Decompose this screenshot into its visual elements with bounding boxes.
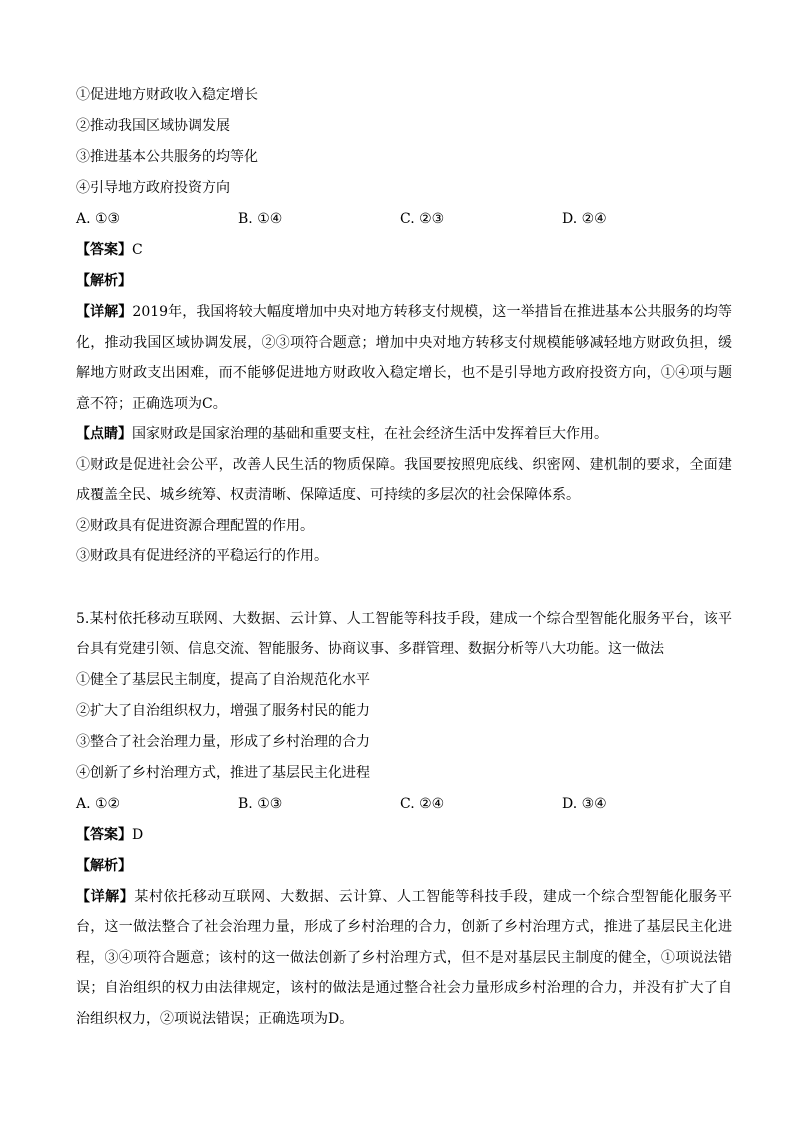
q5-choices xyxy=(76,789,732,820)
q5-statement-3: ③整合了社会治理力量，形成了乡村治理的合力 xyxy=(76,733,370,750)
q4-statement-4: ④引导地方政府投资方向 xyxy=(76,180,230,196)
q5-answer-value: D xyxy=(132,826,144,843)
q5-choice-c: C. ②④ xyxy=(400,795,445,812)
q5-choice-b: B. ①③ xyxy=(238,795,283,812)
q4-answer xyxy=(76,235,732,266)
q4-statement-2: ②推动我国区域协调发展 xyxy=(76,118,230,134)
q4-analysis-label: 【解析】 xyxy=(76,273,132,289)
q4-tip-label: 【点睛】 xyxy=(76,426,132,442)
q5-statement-4: ④创新了乡村治理方式，推进了基层民主化进程 xyxy=(76,764,370,781)
q4-detail-text: 2019年，我国将较大幅度增加中央对地方转移支付规模，这一举措旨在推进基本公共服务的均等化，推动我国区域协调发展，②③项符合题意；增加中央对地方转移支付规模能够减轻地方财政负担，缓解地方财政支出困难，而不能够促进地方财政收入稳定增长，也不是引导地方政府投资方向，①④项与题意不符；正确选项为C。 xyxy=(76,304,732,412)
q4-tip-text: 国家财政是国家治理的基础和重要支柱，在社会经济生活中发挥着巨大作用。 xyxy=(132,426,608,442)
q5-answer xyxy=(76,820,732,851)
q4-statement-3: ③推进基本公共服务的均等化 xyxy=(76,149,258,165)
q4-detail-label: 【详解】 xyxy=(76,304,133,320)
q5-detail xyxy=(76,882,732,1035)
q5-stem: 5.某村依托移动互联网、大数据、云计算、人工智能等科技手段，建成一个综合型智能化服务平台，该平台具有党建引领、信息交流、智能服务、协商议事、多群管理、数据分析等八大功能。这一做法 xyxy=(76,610,732,657)
q5-answer-label: 【答案】 xyxy=(76,826,132,843)
q4-statement-1: ①促进地方财政收入稳定增长 xyxy=(76,87,258,103)
q4-choice-a: A. ①③ xyxy=(76,211,121,227)
document-page xyxy=(76,80,732,1034)
q5-statement-1: ①健全了基层民主制度，提高了自治规范化水平 xyxy=(76,671,370,688)
q5-statement-2: ②扩大了自治组织权力，增强了服务村民的能力 xyxy=(76,702,370,719)
q4-answer-value: C xyxy=(132,242,143,258)
q4-choice-d: D. ②④ xyxy=(562,211,607,227)
q4-tip-point-3: ③财政具有促进经济的平稳运行的作用。 xyxy=(76,548,328,564)
q5-detail-text: 某村依托移动互联网、大数据、云计算、人工智能等科技手段，建成一个综合型智能化服务平台，这一做法整合了社会治理力量，形成了乡村治理的合力，创新了乡村治理方式，推进了基层民主化进程，③④项符合题意；该村的这一做法创新了乡村治理方式，但不是对基层民主制度的健全，①项说法错误；自治组织的权力由法律规定，该村的做法是通过整合社会力量形成乡村治理的合力，并没有扩大了自治组织权力，②项说法错误；正确选项为D。 xyxy=(76,888,733,1027)
q4-choice-c: C. ②③ xyxy=(400,211,445,227)
q5-detail-label: 【详解】 xyxy=(76,888,135,905)
q5-analysis-label: 【解析】 xyxy=(76,857,132,874)
q5-choice-d: D. ③④ xyxy=(562,795,607,812)
q4-tip xyxy=(76,419,732,450)
question-spacer xyxy=(76,572,732,604)
q4-tip-point-2: ②财政具有促进资源合理配置的作用。 xyxy=(76,517,314,534)
q4-tip-point-1: ①财政是促进社会公平，改善人民生活的物质保障。我国要按照兜底线、织密网、建机制的要求，全面建成覆盖全民、城乡统筹、权责清晰、保障适度、可持续的多层次的社会保障体系。 xyxy=(76,456,732,503)
q4-choice-b: B. ①④ xyxy=(238,211,283,227)
q4-detail xyxy=(76,297,732,419)
q4-choices xyxy=(76,204,732,235)
q4-answer-label: 【答案】 xyxy=(76,242,132,258)
q5-choice-a: A. ①② xyxy=(76,795,121,812)
